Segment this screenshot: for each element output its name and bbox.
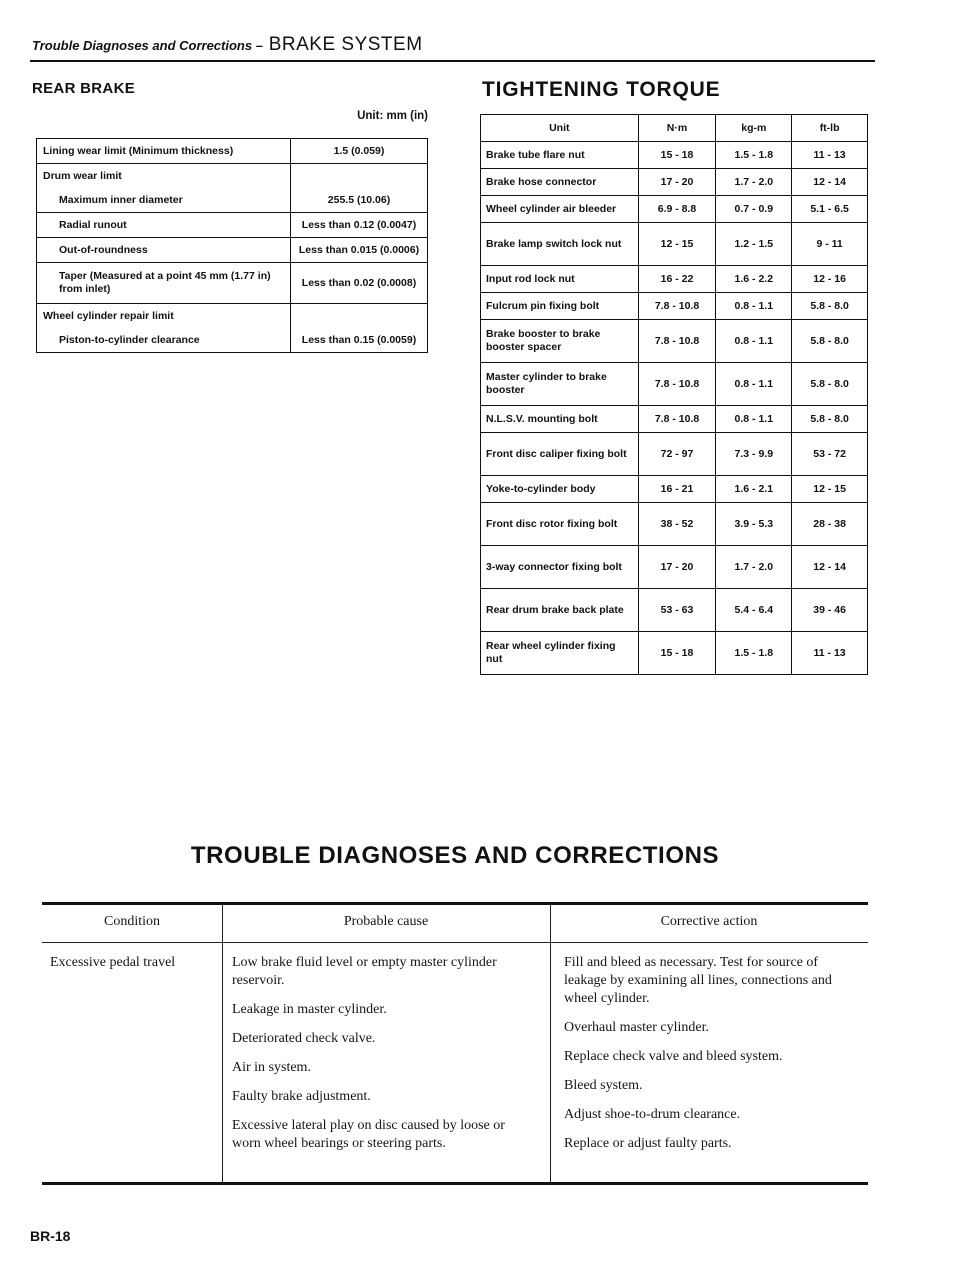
cause-item: Low brake fluid level or empty master cylinder reservoir. [232,955,497,988]
header-rule [30,60,875,62]
torque-kgm: 1.5 - 1.8 [716,142,792,169]
table-row [481,223,868,266]
action-cell [564,954,860,1164]
cause-item: Faulty brake adjustment. [232,1089,371,1104]
torque-kgm: 1.2 - 1.5 [716,223,792,266]
torque-item: Front disc rotor fixing bolt [481,503,639,546]
column-header-action: Corrective action [660,914,758,929]
column-divider [550,905,551,1182]
table-row [37,304,428,329]
column-header: ft-lb [792,115,868,142]
table-row [481,406,868,433]
torque-nm: 7.8 - 10.8 [638,293,716,320]
spec-value: Less than 0.12 (0.0047) [291,213,428,238]
table-row [481,589,868,632]
torque-ftlb: 28 - 38 [792,503,868,546]
table-row [481,169,868,196]
spec-value [291,304,428,329]
torque-nm: 72 - 97 [638,433,716,476]
cause-item: Leakage in master cylinder. [232,1002,387,1017]
column-divider [222,905,223,1182]
torque-nm: 17 - 20 [638,169,716,196]
torque-table [480,114,868,675]
spec-value: Less than 0.02 (0.0008) [291,263,428,304]
table-top-rule [42,902,868,905]
torque-ftlb: 9 - 11 [792,223,868,266]
torque-kgm: 0.8 - 1.1 [716,406,792,433]
torque-kgm: 1.6 - 2.1 [716,476,792,503]
table-row [37,328,428,353]
table-row [481,196,868,223]
table-row [37,139,428,164]
torque-ftlb: 11 - 13 [792,142,868,169]
table-row [37,188,428,213]
table-row [481,503,868,546]
torque-ftlb: 12 - 14 [792,169,868,196]
spec-label: Drum wear limit [37,164,291,189]
spec-label: Maximum inner diameter [37,188,291,213]
action-item: Replace or adjust faulty parts. [564,1136,732,1151]
torque-ftlb: 5.8 - 8.0 [792,363,868,406]
column-header: kg-m [716,115,792,142]
rear-brake-unit-note: Unit: mm (in) [357,110,428,122]
torque-kgm: 0.8 - 1.1 [716,363,792,406]
table-row [37,238,428,263]
spec-value: Less than 0.015 (0.0006) [291,238,428,263]
torque-kgm: 1.5 - 1.8 [716,632,792,675]
torque-ftlb: 39 - 46 [792,589,868,632]
spec-value: 1.5 (0.059) [291,139,428,164]
spec-label: Out-of-roundness [37,238,291,263]
page-number: BR-18 [30,1228,71,1244]
torque-ftlb: 12 - 15 [792,476,868,503]
cause-item: Air in system. [232,1060,311,1075]
torque-kgm: 3.9 - 5.3 [716,503,792,546]
torque-item: Brake lamp switch lock nut [481,223,639,266]
torque-nm: 15 - 18 [638,142,716,169]
torque-ftlb: 12 - 16 [792,266,868,293]
header-section: Trouble Diagnoses and Corrections – [32,38,263,53]
column-header-condition: Condition [103,914,160,929]
table-row [481,433,868,476]
torque-nm: 12 - 15 [638,223,716,266]
table-header-rule [42,942,868,943]
action-item: Replace check valve and bleed system. [564,1049,783,1064]
table-bottom-rule [42,1182,868,1185]
torque-item: Master cylinder to brake booster [481,363,639,406]
page-header [30,30,875,62]
condition-cell: Excessive pedal travel [50,955,176,970]
torque-nm: 16 - 22 [638,266,716,293]
spec-value: Less than 0.15 (0.0059) [291,328,428,353]
torque-ftlb: 5.8 - 8.0 [792,406,868,433]
torque-kgm: 7.3 - 9.9 [716,433,792,476]
table-header-row [481,115,868,142]
torque-ftlb: 11 - 13 [792,632,868,675]
spec-label: Lining wear limit (Minimum thickness) [37,139,291,164]
column-header: N·m [638,115,716,142]
cause-item: Excessive lateral play on disc caused by loose or worn wheel bearings or steering parts. [232,1118,505,1151]
cause-item: Deteriorated check valve. [232,1031,376,1046]
action-item: Fill and bleed as necessary. Test for source of leakage by examining all lines, connections and wheel cylinder. [564,955,832,1006]
torque-item: Front disc caliper fixing bolt [481,433,639,476]
action-item: Bleed system. [564,1078,643,1093]
table-row [481,363,868,406]
torque-item: Brake hose connector [481,169,639,196]
torque-ftlb: 12 - 14 [792,546,868,589]
torque-title: TIGHTENING TORQUE [482,78,721,101]
rear-brake-title: REAR BRAKE [32,80,136,97]
torque-nm: 7.8 - 10.8 [638,320,716,363]
spec-label: Radial runout [37,213,291,238]
column-header-cause: Probable cause [343,914,429,929]
column-header: Unit [481,115,639,142]
torque-ftlb: 5.8 - 8.0 [792,320,868,363]
table-row [37,213,428,238]
cause-cell [232,954,532,1164]
table-row [481,142,868,169]
torque-kgm: 0.8 - 1.1 [716,293,792,320]
torque-ftlb: 5.8 - 8.0 [792,293,868,320]
torque-item: Fulcrum pin fixing bolt [481,293,639,320]
table-row [37,164,428,189]
header-title [32,34,423,56]
torque-nm: 16 - 21 [638,476,716,503]
torque-ftlb: 5.1 - 6.5 [792,196,868,223]
torque-item: Input rod lock nut [481,266,639,293]
action-item: Overhaul master cylinder. [564,1020,710,1035]
spec-value [291,164,428,189]
torque-item: Yoke-to-cylinder body [481,476,639,503]
torque-nm: 7.8 - 10.8 [638,363,716,406]
torque-item: 3-way connector fixing bolt [481,546,639,589]
table-row [481,320,868,363]
torque-item: Brake tube flare nut [481,142,639,169]
torque-kgm: 5.4 - 6.4 [716,589,792,632]
table-row [481,546,868,589]
header-system: BRAKE SYSTEM [262,34,423,55]
torque-ftlb: 53 - 72 [792,433,868,476]
table-row [481,293,868,320]
action-item: Adjust shoe-to-drum clearance. [564,1107,741,1122]
torque-kgm: 1.7 - 2.0 [716,546,792,589]
table-row [481,632,868,675]
torque-nm: 38 - 52 [638,503,716,546]
torque-nm: 6.9 - 8.8 [638,196,716,223]
torque-item: Brake booster to brake booster spacer [481,320,639,363]
table-row [481,476,868,503]
torque-kgm: 1.6 - 2.2 [716,266,792,293]
torque-nm: 7.8 - 10.8 [638,406,716,433]
table-row [37,263,428,304]
table-row [481,266,868,293]
torque-nm: 53 - 63 [638,589,716,632]
rear-brake-table [36,138,428,353]
torque-nm: 15 - 18 [638,632,716,675]
spec-label: Taper (Measured at a point 45 mm (1.77 in) from inlet) [37,263,291,304]
torque-nm: 17 - 20 [638,546,716,589]
torque-item: Wheel cylinder air bleeder [481,196,639,223]
torque-item: Rear wheel cylinder fixing nut [481,632,639,675]
torque-item: N.L.S.V. mounting bolt [481,406,639,433]
torque-kgm: 0.8 - 1.1 [716,320,792,363]
spec-value: 255.5 (10.06) [291,188,428,213]
spec-label: Piston-to-cylinder clearance [37,328,291,353]
trouble-title: TROUBLE DIAGNOSES AND CORRECTIONS [190,842,720,869]
spec-label: Wheel cylinder repair limit [37,304,291,329]
torque-kgm: 0.7 - 0.9 [716,196,792,223]
torque-kgm: 1.7 - 2.0 [716,169,792,196]
torque-item: Rear drum brake back plate [481,589,639,632]
